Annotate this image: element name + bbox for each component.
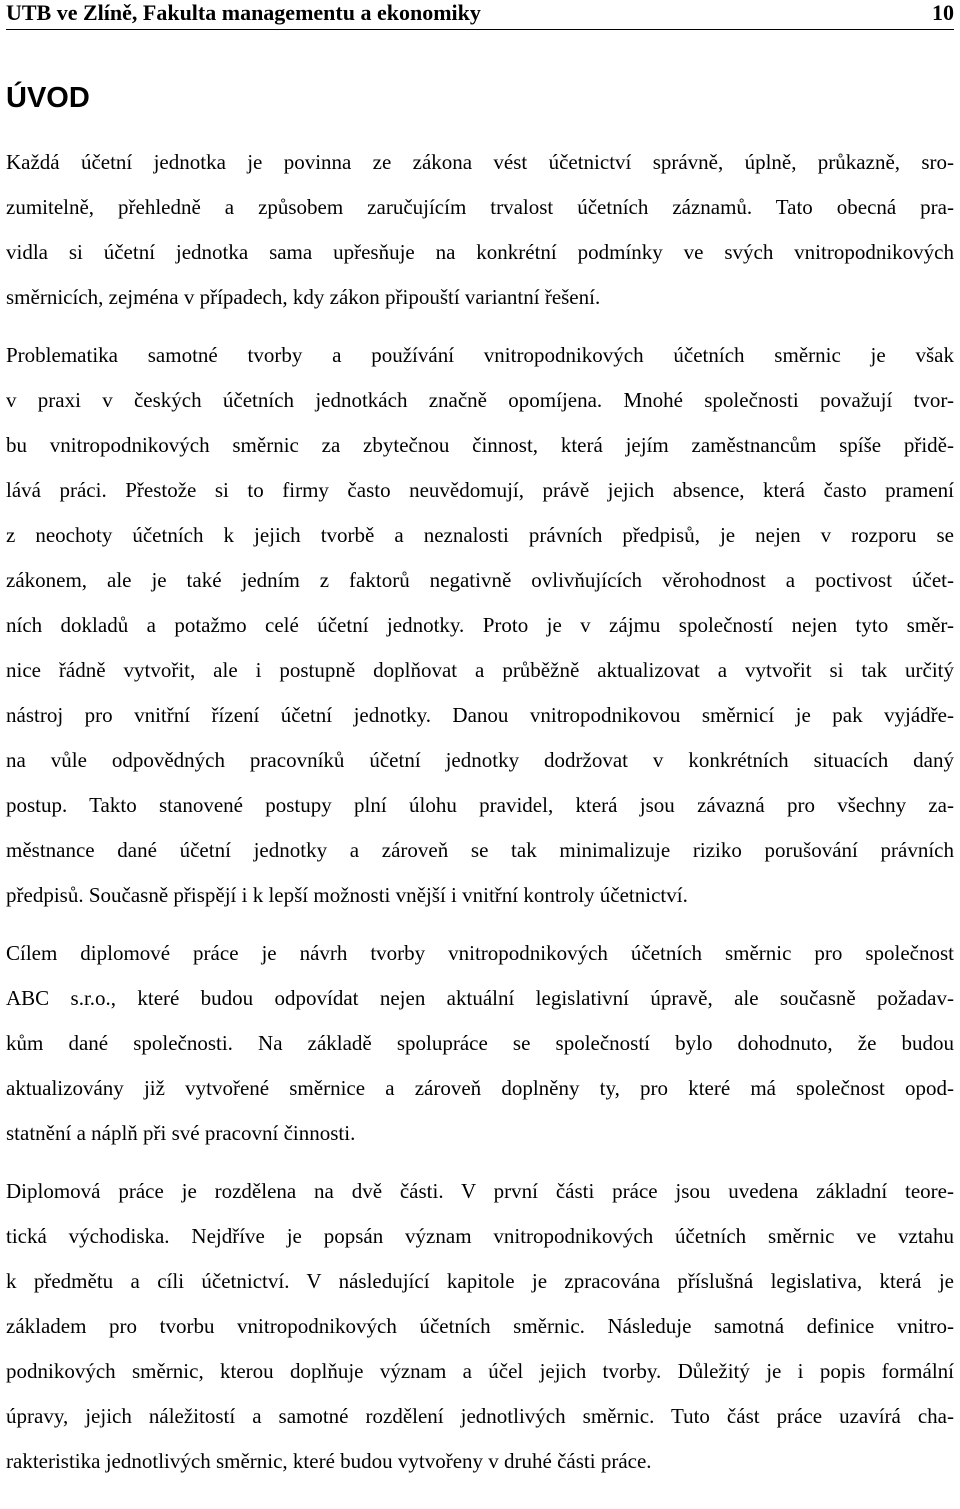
text-line: předpisů. Současně přispějí i k lepší možnosti vnější i vnitřní kontroly účetnictví. [6,883,688,907]
text-line: lává práci. Přestože si to firmy často neuvědomují, právě jejich absence, která často pramení [6,478,954,502]
header-institution: UTB ve Zlíně, Fakulta managementu a ekonomiky [6,0,481,25]
text-line: základem pro tvorbu vnitropodnikových účetních směrnic. Následuje samotná definice vnitro- [6,1314,954,1338]
text-line: zumitelně, přehledně a způsobem zaručujícím trvalost účetních záznamů. Tato obecná pra- [6,195,954,219]
text-line: zákonem, ale je také jedním z faktorů negativně ovlivňujících věrohodnost a poctivost účet- [6,568,954,592]
page-number: 10 [932,0,954,25]
page-header [6,0,954,30]
section-title: ÚVOD [6,82,90,114]
text-line: Diplomová práce je rozdělena na dvě části. V první části práce jsou uvedena základní teore- [6,1179,954,1203]
text-line: ních dokladů a potažmo celé účetní jednotky. Proto je v zájmu společností nejen tyto směr- [6,613,954,637]
text-line: tická východiska. Nejdříve je popsán význam vnitropodnikových účetních směrnic ve vztahu [6,1224,954,1248]
text-line: z neochoty účetních k jejich tvorbě a neznalosti právních předpisů, je nejen v rozporu se [6,523,954,547]
text-line: na vůle odpovědných pracovníků účetní jednotky dodržovat v konkrétních situacích daný [6,748,954,772]
text-line: vidla si účetní jednotka sama upřesňuje na konkrétní podmínky ve svých vnitropodnikových [6,240,954,264]
text-line: městnance dané účetní jednotky a zároveň se tak minimalizuje riziko porušování právních [6,838,954,862]
text-line: ABC s.r.o., které budou odpovídat nejen aktuální legislativní úpravě, ale současně požadav- [6,986,954,1010]
text-line: Cílem diplomové práce je návrh tvorby vnitropodnikových účetních směrnic pro společnost [6,941,954,965]
paragraph-gap [6,1156,954,1169]
text-line: směrnicích, zejména v případech, kdy zákon připouští variantní řešení. [6,285,601,309]
text-line: podnikových směrnic, kterou doplňuje význam a účel jejich tvorby. Důležitý je i popis formální [6,1359,954,1383]
paragraph [6,931,954,1156]
body-text [6,140,954,1484]
paragraph [6,140,954,320]
text-line: statnění a náplň při své pracovní činnosti. [6,1121,356,1145]
text-line: kům dané společnosti. Na základě spolupráce se společností bylo dohodnuto, že budou [6,1031,954,1055]
text-line: Problematika samotné tvorby a používání vnitropodnikových účetních směrnic je však [6,343,954,367]
paragraph-gap [6,320,954,333]
text-line: postup. Takto stanovené postupy plní úlohu pravidel, která jsou závazná pro všechny za- [6,793,954,817]
text-line: k předmětu a cíli účetnictví. V následující kapitole je zpracována příslušná legislativa, která je [6,1269,954,1293]
paragraph-gap [6,918,954,931]
text-line: úpravy, jejich náležitostí a samotné rozdělení jednotlivých směrnic. Tuto část práce uzavírá cha- [6,1404,954,1428]
text-line: rakteristika jednotlivých směrnic, které budou vytvořeny v druhé části práce. [6,1449,652,1473]
paragraph [6,333,954,918]
text-line: Každá účetní jednotka je povinna ze zákona vést účetnictví správně, úplně, průkazně, sro- [6,150,954,174]
text-line: nástroj pro vnitřní řízení účetní jednotky. Danou vnitropodnikovou směrnicí je pak vyjádře- [6,703,954,727]
text-line: nice řádně vytvořit, ale i postupně doplňovat a průběžně aktualizovat a vytvořit si tak určitý [6,658,954,682]
text-line: bu vnitropodnikových směrnic za zbytečnou činnost, která jejím zaměstnancům spíše přidě- [6,433,954,457]
text-line: aktualizovány již vytvořené směrnice a zároveň doplněny ty, pro které má společnost opod- [6,1076,954,1100]
text-line: v praxi v českých účetních jednotkách značně opomíjena. Mnohé společnosti považují tvor- [6,388,954,412]
paragraph [6,1169,954,1484]
